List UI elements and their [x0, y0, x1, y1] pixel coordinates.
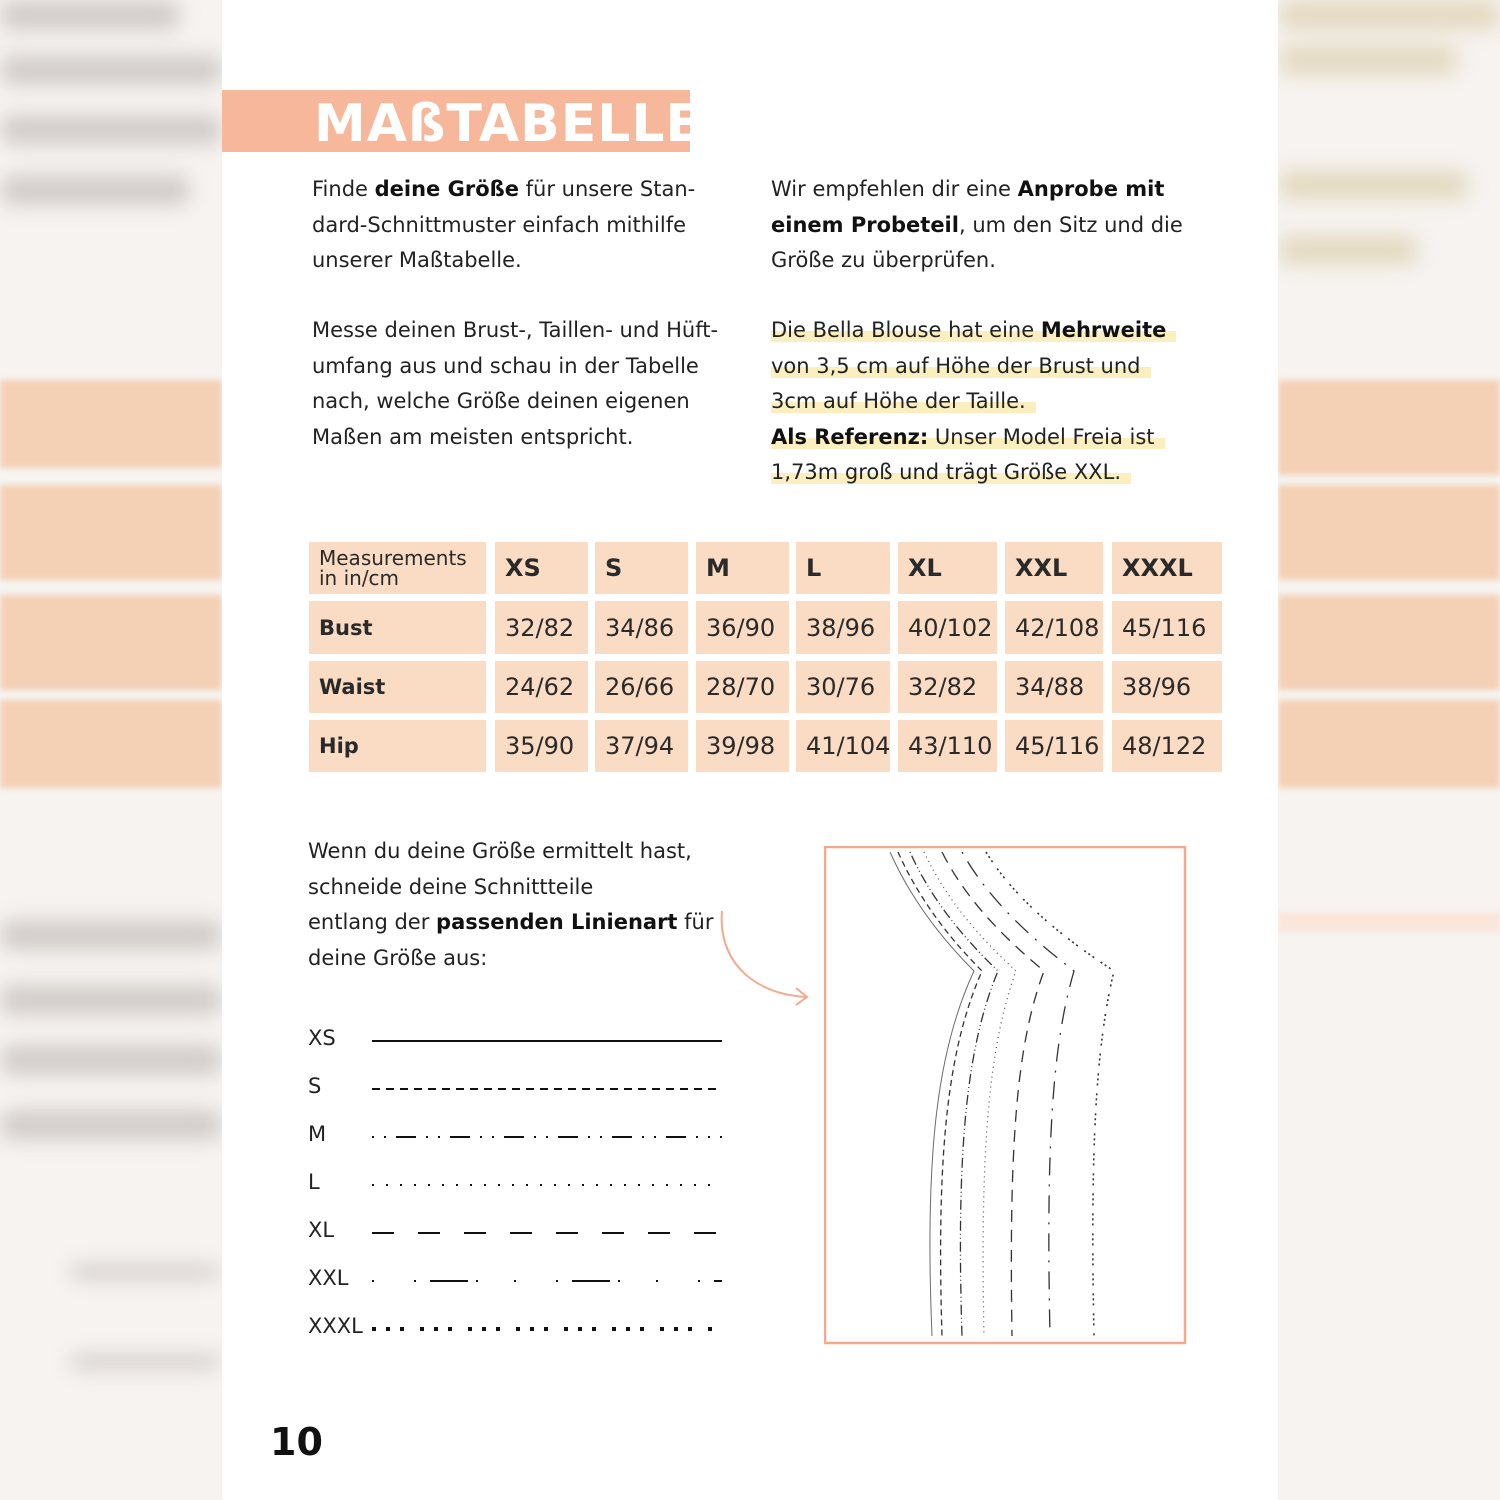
- blur-frame-edge: [1278, 912, 1500, 932]
- text-span: Unser Model Freia ist: [928, 424, 1155, 449]
- legend-label-m: M: [308, 1122, 327, 1146]
- size-header-xs: XS: [495, 542, 588, 594]
- row-header-waist: Waist: [309, 661, 486, 713]
- row-header-bust: Bust: [309, 601, 486, 654]
- size-header-m: M: [696, 542, 789, 594]
- table-cell: 24/62: [495, 661, 588, 713]
- text-bold: Mehrweite: [1040, 318, 1167, 342]
- cut-instructions: [308, 834, 728, 976]
- blur-table-band: [0, 700, 222, 788]
- blur-table-band: [0, 380, 222, 468]
- blur-text-line: [0, 55, 222, 85]
- legend-line-xxl: [372, 1275, 732, 1287]
- highlighted-line: [771, 318, 1176, 342]
- intro-right-paragraph-2: [771, 313, 1221, 491]
- table-cell: 37/94: [595, 720, 688, 772]
- legend-label-xl: XL: [308, 1218, 335, 1242]
- legend-label-xxxl: XXXL: [308, 1314, 363, 1338]
- highlighted-line: 3cm auf Höhe der Taille.: [771, 389, 1036, 413]
- blur-table-band: [0, 485, 222, 580]
- page-number: 10: [270, 1420, 323, 1464]
- highlighted-line: 1,73m groß und trägt Größe XXL.: [771, 460, 1131, 484]
- legend-label-s: S: [308, 1074, 322, 1098]
- size-header-l: L: [796, 542, 890, 594]
- text-span: schneide deine Schnittteile: [308, 874, 594, 899]
- text-span: Wenn du deine Größe ermittelt hast,: [308, 839, 692, 863]
- blur-table-band: [1278, 595, 1500, 690]
- table-cell: 45/116: [1005, 720, 1103, 772]
- page: [222, 0, 1278, 1500]
- highlighted-line: von 3,5 cm auf Höhe der Brust und: [771, 354, 1151, 378]
- blur-text-line: [0, 175, 190, 205]
- size-header-s: S: [595, 542, 688, 594]
- intro-right-paragraph-1: [771, 172, 1211, 279]
- table-corner-header: [309, 542, 486, 594]
- legend-line-s: [372, 1083, 732, 1095]
- blur-text-line: [1278, 45, 1458, 75]
- text-bold: deine Größe: [374, 177, 519, 201]
- table-cell: 38/96: [796, 601, 890, 654]
- table-cell: 41/104: [796, 720, 890, 772]
- table-cell: 32/82: [495, 601, 588, 654]
- text-span: unserer Maßtabelle.: [312, 248, 522, 272]
- table-cell: 39/98: [696, 720, 789, 772]
- table-cell: 36/90: [696, 601, 789, 654]
- blur-text-line: [0, 920, 222, 950]
- table-cell: 34/86: [595, 601, 688, 654]
- text-span: deine Größe aus:: [308, 945, 488, 970]
- text-span: nach, welche Größe deinen eigenen: [312, 389, 690, 413]
- table-cell: 43/110: [898, 720, 997, 772]
- blur-table-band: [1278, 700, 1500, 788]
- text-span: für unsere Stan-: [518, 177, 696, 201]
- blur-text-line: [0, 1110, 222, 1140]
- legend-label-xs: XS: [308, 1026, 336, 1050]
- blur-text-line: [70, 1265, 220, 1279]
- table-cell: 40/102: [898, 601, 997, 654]
- text-span: Maßen am meisten entspricht.: [312, 424, 634, 449]
- background-left-blur: [0, 0, 222, 1500]
- table-cell: 30/76: [796, 661, 890, 713]
- text-span: , um den Sitz und die: [958, 212, 1183, 237]
- blur-text-line: [0, 115, 222, 145]
- blur-text-line: [1278, 235, 1418, 265]
- legend-line-l: [372, 1179, 732, 1191]
- size-header-xxl: XXL: [1005, 542, 1103, 594]
- legend-label-l: L: [308, 1170, 320, 1194]
- table-cell: 38/96: [1112, 661, 1222, 713]
- background-right-blur: [1278, 0, 1500, 1500]
- pattern-lines-diagram: [824, 846, 1188, 1346]
- blur-table-band: [1278, 380, 1500, 475]
- blur-text-line: [70, 1355, 220, 1369]
- size-header-xxxl: XXXL: [1112, 542, 1222, 594]
- blur-text-line: [0, 0, 180, 30]
- intro-left-paragraph-1: [312, 172, 752, 279]
- text-span: für: [677, 910, 714, 934]
- text-span: entlang der: [308, 910, 437, 934]
- text-span: umfang aus und schau in der Tabelle: [312, 353, 699, 378]
- legend-line-xs: [372, 1035, 732, 1047]
- table-cell: 45/116: [1112, 601, 1222, 654]
- blur-text-line: [0, 1045, 222, 1075]
- blur-text-line: [0, 985, 222, 1015]
- legend-label-xxl: XXL: [308, 1266, 349, 1290]
- text-span: Die Bella Blouse hat eine: [771, 318, 1041, 342]
- size-header-xl: XL: [898, 542, 997, 594]
- table-cell: 28/70: [696, 661, 789, 713]
- intro-left-paragraph-2: [312, 313, 762, 455]
- blur-table-band: [0, 595, 222, 690]
- text-span: Finde: [312, 177, 375, 201]
- table-cell: 35/90: [495, 720, 588, 772]
- text-span: dard-Schnittmuster einfach mithilfe: [312, 212, 687, 237]
- legend-line-xl: [372, 1227, 732, 1239]
- blur-text-line: [1278, 0, 1500, 30]
- text-bold: einem Probeteil: [771, 212, 959, 237]
- legend-line-xxxl: [372, 1323, 732, 1335]
- text-bold: Als Referenz:: [771, 424, 929, 449]
- text-span: Größe zu überprüfen.: [771, 248, 996, 272]
- table-cell: 34/88: [1005, 661, 1103, 713]
- table-cell: 48/122: [1112, 720, 1222, 772]
- table-cell: 26/66: [595, 661, 688, 713]
- corner-line-1: Measurements: [319, 546, 467, 570]
- text-span: Messe deinen Brust-, Taillen- und Hüft-: [312, 318, 719, 342]
- table-cell: 42/108: [1005, 601, 1103, 654]
- text-span: Wir empfehlen dir eine: [771, 177, 1018, 201]
- arrow-curve-icon: [716, 905, 816, 1010]
- legend-line-m: [372, 1131, 732, 1143]
- blur-text-line: [1278, 170, 1468, 200]
- corner-line-2: in in/cm: [319, 566, 400, 590]
- text-bold: passenden Linienart: [436, 910, 678, 934]
- blur-table-band: [1278, 485, 1500, 580]
- page-title: MAßTABELLE: [314, 94, 703, 154]
- row-header-hip: Hip: [309, 720, 486, 772]
- table-cell: 32/82: [898, 661, 997, 713]
- highlighted-line: [771, 425, 1165, 449]
- text-bold: Anprobe mit: [1017, 177, 1165, 201]
